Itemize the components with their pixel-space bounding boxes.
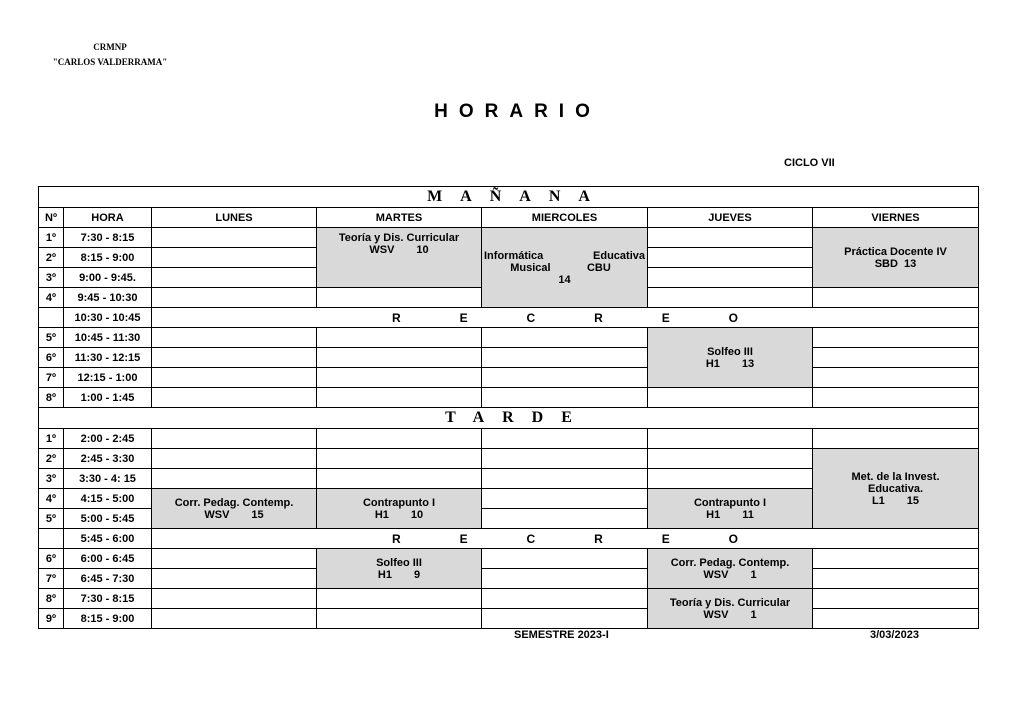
period-time: 9:00 - 9:45.	[64, 268, 152, 288]
class-code: H1	[377, 568, 392, 581]
empty-cell	[152, 569, 317, 589]
section-afternoon: TARDE	[39, 408, 979, 429]
empty-cell	[482, 469, 648, 489]
period-number: 1º	[39, 228, 64, 248]
semester-label: SEMESTRE 2023-I	[514, 629, 609, 641]
empty-cell	[482, 549, 648, 569]
period-time: 10:30 - 10:45	[64, 308, 152, 328]
empty-cell	[152, 609, 317, 629]
class-code: WSV	[369, 244, 395, 256]
class-room: 10	[410, 508, 424, 521]
class-code: SBD	[874, 257, 898, 270]
period-number: 2º	[39, 248, 64, 268]
empty-cell	[813, 589, 979, 609]
period-number: 1º	[39, 429, 64, 449]
class-room: 14	[558, 273, 571, 286]
empty-cell	[152, 328, 317, 348]
empty-cell	[152, 228, 317, 248]
class-name: Educativa	[593, 249, 645, 262]
period-time: 5:45 - 6:00	[64, 529, 152, 549]
recreo-letter: E	[459, 531, 468, 546]
recreo-letter: E	[459, 310, 468, 325]
class-room: 15	[251, 508, 264, 521]
empty-cell	[813, 429, 979, 449]
recreo-letter: O	[728, 531, 738, 546]
class-code: WSV	[204, 508, 230, 521]
empty-cell	[813, 549, 979, 569]
page-title: HORARIO	[434, 101, 601, 122]
period-number	[39, 529, 64, 549]
class-room: 10	[416, 244, 429, 256]
class-cell	[317, 228, 482, 288]
recreo-letter: R	[392, 531, 401, 546]
empty-cell	[317, 609, 482, 629]
date-label: 3/03/2023	[870, 629, 919, 641]
period-number: 5º	[39, 328, 64, 348]
empty-cell	[482, 328, 648, 348]
class-name: Informática	[484, 249, 544, 262]
class-room: 15	[906, 494, 920, 507]
class-cell	[152, 489, 317, 529]
column-header: HORA	[64, 208, 152, 228]
class-code-room	[648, 609, 812, 621]
class-code-room	[317, 569, 481, 581]
empty-cell	[317, 388, 482, 408]
column-header: JUEVES	[648, 208, 813, 228]
recreo-letter: E	[661, 531, 670, 546]
empty-cell	[482, 368, 648, 388]
class-name: Musical	[510, 261, 551, 274]
ciclo-label: CICLO VII	[784, 157, 835, 169]
empty-cell	[482, 449, 648, 469]
class-cell	[648, 489, 813, 529]
class-code-room	[317, 244, 481, 256]
class-code: H1	[705, 357, 720, 370]
institution-name: CRMNP	[93, 42, 127, 52]
period-number: 3º	[39, 268, 64, 288]
class-code: L1	[871, 494, 885, 507]
period-time: 6:45 - 7:30	[64, 569, 152, 589]
class-code: WSV	[703, 568, 729, 581]
empty-cell	[317, 328, 482, 348]
period-number: 3º	[39, 469, 64, 489]
period-time: 11:30 - 12:15	[64, 348, 152, 368]
period-number	[39, 308, 64, 328]
period-time: 8:15 - 9:00	[64, 609, 152, 629]
class-room: 13	[904, 257, 917, 270]
recreo-letter: R	[594, 531, 603, 546]
period-number: 7º	[39, 368, 64, 388]
class-name: Solfeo III	[707, 345, 753, 358]
column-header: LUNES	[152, 208, 317, 228]
class-name: Educativa.	[867, 482, 924, 495]
class-name: Práctica Docente IV	[844, 245, 947, 258]
empty-cell	[482, 489, 648, 509]
class-name: Corr. Pedag. Contemp.	[670, 556, 790, 569]
empty-cell	[317, 469, 482, 489]
empty-cell	[648, 388, 813, 408]
class-code-room	[813, 495, 978, 507]
class-room: 9	[413, 568, 421, 581]
class-room: 11	[742, 508, 754, 521]
class-cell	[813, 228, 979, 288]
class-room: 13	[741, 357, 755, 370]
empty-cell	[813, 609, 979, 629]
class-cell	[317, 489, 482, 529]
period-time: 5:00 - 5:45	[64, 509, 152, 529]
class-code-room	[648, 569, 812, 581]
class-name: Contrapunto I	[362, 496, 436, 509]
empty-cell	[813, 368, 979, 388]
empty-cell	[813, 388, 979, 408]
empty-cell	[648, 449, 813, 469]
period-number: 8º	[39, 589, 64, 609]
period-number: 6º	[39, 549, 64, 569]
class-name: Teoría y Dis. Curricular	[669, 596, 791, 609]
recreo-row	[152, 308, 979, 328]
empty-cell	[813, 328, 979, 348]
empty-cell	[152, 449, 317, 469]
class-name: Corr. Pedag. Contemp.	[174, 496, 294, 509]
empty-cell	[482, 609, 648, 629]
period-time: 7:30 - 8:15	[64, 228, 152, 248]
column-header: Nº	[39, 208, 64, 228]
empty-cell	[648, 228, 813, 248]
empty-cell	[317, 348, 482, 368]
period-time: 8:15 - 9:00	[64, 248, 152, 268]
period-number: 5º	[39, 509, 64, 529]
period-number: 4º	[39, 489, 64, 509]
empty-cell	[813, 348, 979, 368]
period-time: 12:15 - 1:00	[64, 368, 152, 388]
empty-cell	[152, 248, 317, 268]
period-number: 2º	[39, 449, 64, 469]
empty-cell	[482, 569, 648, 589]
empty-cell	[317, 429, 482, 449]
period-number: 9º	[39, 609, 64, 629]
class-cell	[648, 549, 813, 589]
class-name: Met. de la Invest.	[851, 470, 940, 483]
empty-cell	[152, 348, 317, 368]
recreo-letter: E	[661, 310, 670, 325]
period-time: 10:45 - 11:30	[64, 328, 152, 348]
class-cell	[648, 328, 813, 388]
recreo-letter: R	[594, 310, 603, 325]
empty-cell	[648, 429, 813, 449]
class-cell	[813, 449, 979, 529]
empty-cell	[152, 268, 317, 288]
empty-cell	[482, 509, 648, 529]
class-code: H1	[706, 508, 721, 521]
empty-cell	[317, 449, 482, 469]
recreo-letter: R	[392, 310, 401, 325]
empty-cell	[317, 368, 482, 388]
empty-cell	[648, 268, 813, 288]
period-number: 6º	[39, 348, 64, 368]
period-time: 3:30 - 4: 15	[64, 469, 152, 489]
empty-cell	[152, 469, 317, 489]
period-time: 9:45 - 10:30	[64, 288, 152, 308]
empty-cell	[152, 288, 317, 308]
empty-cell	[813, 288, 979, 308]
period-number: 7º	[39, 569, 64, 589]
recreo-letter: C	[526, 310, 536, 325]
class-cell	[317, 549, 482, 589]
empty-cell	[317, 589, 482, 609]
class-cell	[648, 589, 813, 629]
empty-cell	[648, 248, 813, 268]
period-number: 8º	[39, 388, 64, 408]
empty-cell	[813, 569, 979, 589]
class-code: H1	[374, 508, 389, 521]
recreo-row	[152, 529, 979, 549]
column-header: MIERCOLES	[482, 208, 648, 228]
class-code: WSV	[703, 608, 729, 621]
empty-cell	[482, 589, 648, 609]
period-time: 6:00 - 6:45	[64, 549, 152, 569]
class-room: 1	[750, 568, 757, 581]
class-code-room	[648, 358, 812, 370]
empty-cell	[648, 288, 813, 308]
empty-cell	[152, 429, 317, 449]
empty-cell	[152, 388, 317, 408]
class-code-room	[317, 509, 481, 521]
class-name: Solfeo III	[376, 556, 422, 569]
empty-cell	[152, 589, 317, 609]
column-header: MARTES	[317, 208, 482, 228]
period-number: 4º	[39, 288, 64, 308]
class-code: CBU	[586, 261, 611, 274]
column-header-row	[39, 208, 979, 228]
period-time: 4:15 - 5:00	[64, 489, 152, 509]
empty-cell	[482, 348, 648, 368]
empty-cell	[152, 368, 317, 388]
class-code-room	[648, 509, 812, 521]
period-time: 2:45 - 3:30	[64, 449, 152, 469]
empty-cell	[648, 469, 813, 489]
period-time: 2:00 - 2:45	[64, 429, 152, 449]
empty-cell	[152, 549, 317, 569]
column-header: VIERNES	[813, 208, 979, 228]
recreo-letter: C	[526, 531, 536, 546]
empty-cell	[482, 429, 648, 449]
section-morning: MAÑANA	[39, 187, 979, 208]
class-cell	[482, 228, 648, 308]
class-room: 1	[750, 608, 757, 621]
class-name: Contrapunto I	[693, 496, 767, 509]
period-time: 1:00 - 1:45	[64, 388, 152, 408]
class-code-room	[152, 509, 316, 521]
recreo-letter: O	[728, 310, 738, 325]
period-time: 7:30 - 8:15	[64, 589, 152, 609]
schedule-table	[38, 186, 979, 629]
empty-cell	[482, 388, 648, 408]
empty-cell	[317, 288, 482, 308]
class-name: Teoría y Dis. Curricular	[338, 232, 460, 244]
institution-subtitle: "CARLOS VALDERRAMA"	[52, 57, 168, 67]
